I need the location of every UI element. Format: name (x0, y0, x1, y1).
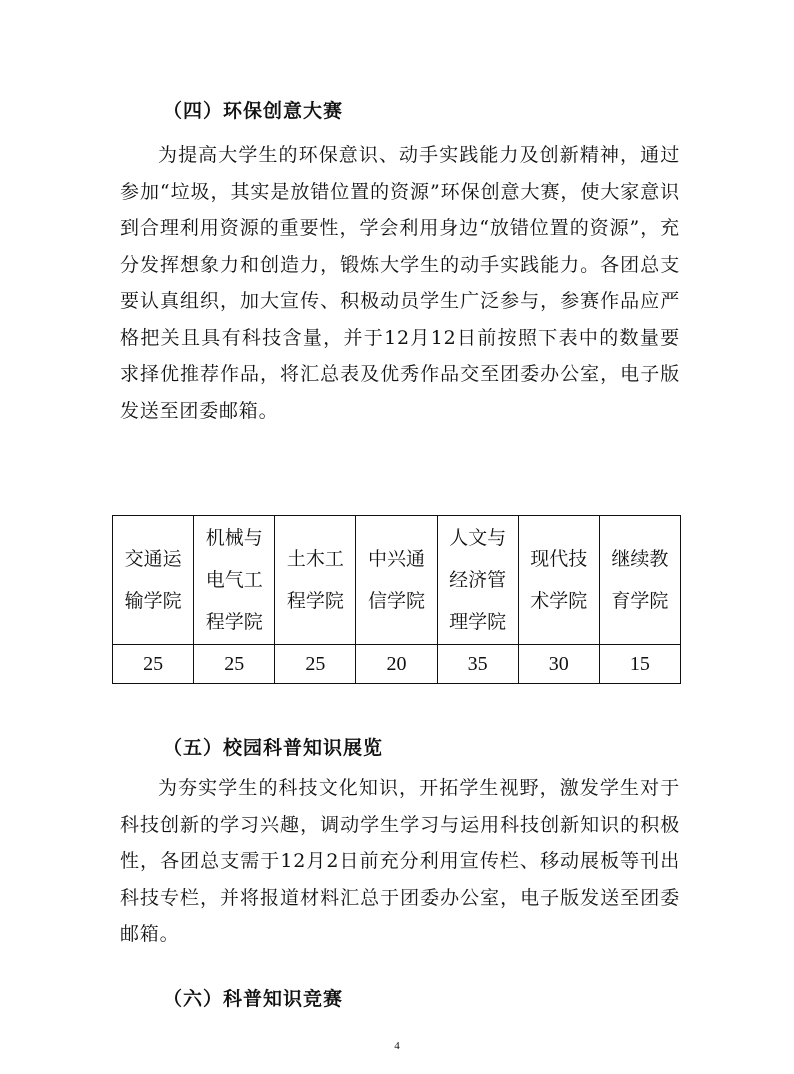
section-6-heading: （六）科普知识竞赛 (163, 988, 344, 1010)
quota-header-cell: 现代技术学院 (518, 516, 599, 645)
quota-value-cell: 25 (275, 645, 356, 684)
quota-value-cell: 15 (599, 645, 680, 684)
section-4-paragraph (120, 137, 680, 429)
quota-value-cell: 25 (194, 645, 275, 684)
quota-header-cell: 人文与经济管理学院 (437, 516, 518, 645)
quota-value-cell: 35 (437, 645, 518, 684)
quota-table (112, 515, 681, 684)
quota-header-cell: 中兴通信学院 (356, 516, 437, 645)
section-5-paragraph (120, 770, 680, 953)
quota-value-cell: 20 (356, 645, 437, 684)
quota-table-header-row (113, 516, 681, 645)
quota-value-cell: 25 (113, 645, 194, 684)
section-4-heading: （四）环保创意大赛 (163, 100, 344, 122)
quota-header-cell: 交通运输学院 (113, 516, 194, 645)
quota-table-value-row (113, 645, 681, 684)
section-4-paragraph-text: 为提高大学生的环保意识、动手实践能力及创新精神，通过参加“垃圾，其实是放错位置的资源”环保创意大赛，使大家意识到合理利用资源的重要性，学会利用身边“放错位置的资源”，充分发挥想象力和创造力，锻炼大学生的动手实践能力。各团总支要认真组织，加大宣传、积极动员学生广泛参与，参赛作品应严格把关且具有科技含量，并于12月12日前按照下表中的数量要求择优推荐作品，将汇总表及优秀作品交至团委办公室，电子版发送至团委邮箱。 (120, 144, 680, 422)
quota-header-cell: 机械与电气工程学院 (194, 516, 275, 645)
page-number: 4 (394, 1040, 400, 1052)
quota-header-cell: 土木工程学院 (275, 516, 356, 645)
section-5-heading: （五）校园科普知识展览 (163, 737, 384, 759)
quota-value-cell: 30 (518, 645, 599, 684)
quota-header-cell: 继续教育学院 (599, 516, 680, 645)
section-5-paragraph-text: 为夯实学生的科技文化知识，开拓学生视野，激发学生对于科技创新的学习兴趣，调动学生学习与运用科技创新知识的积极性，各团总支需于12月2日前充分利用宣传栏、移动展板等刊出科技专栏，并将报道材料汇总于团委办公室，电子版发送至团委邮箱。 (120, 777, 680, 945)
